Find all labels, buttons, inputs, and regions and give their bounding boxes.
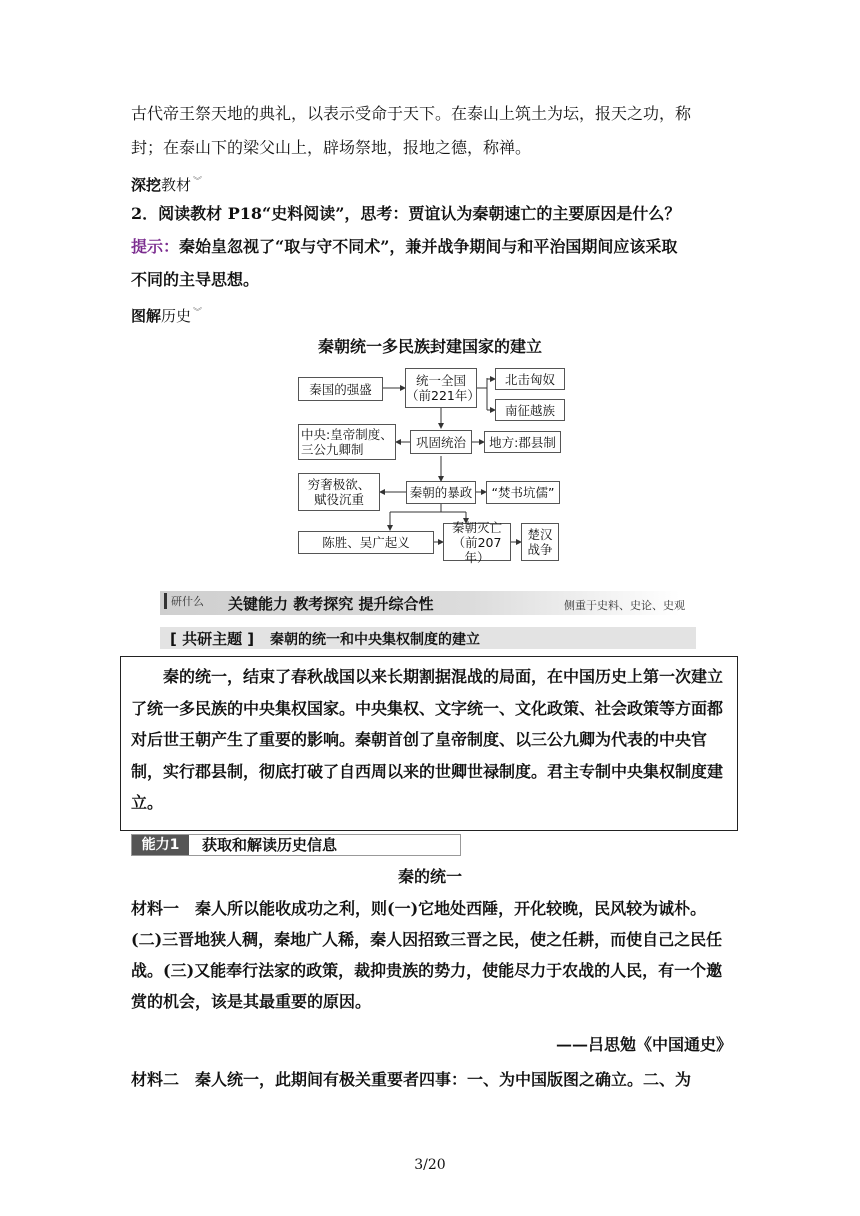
banner-title: 关键能力 教考探究 提升综合性 [228,595,434,613]
node-tyranny: 秦朝的暴政 [406,481,476,504]
material-1 [131,893,731,1017]
node-unify [405,368,480,408]
hint-line-2: 不同的主导思想。 [131,270,260,289]
node-south: 南征越族 [495,399,565,421]
topic-tag: [ 共研主题 ] [170,630,255,648]
ability-text: 获取和解读历史信息 [202,836,338,854]
node-unify-line2: （前221年） [406,388,480,403]
question-number: 2． [131,204,159,223]
topic-text: 秦朝的统一和中央集权制度的建立 [270,632,480,648]
node-central-line2: 三公九卿制 [301,442,364,457]
hint-label: 提示： [131,237,180,256]
node-chuhan [521,523,559,561]
node-luxury-line1: 穷奢极欲、 [307,477,371,492]
material-2 [131,1064,731,1095]
hint-text-1: 秦始皇忽视了“取与守不同术”，兼并战争期间与和平治国期间应该采取 [179,237,678,256]
node-fall-line1: 秦朝灭亡 [451,519,502,535]
material-1-label: 材料一 [131,899,180,918]
node-north: 北击匈奴 [495,368,565,390]
ability-bar [131,834,461,856]
node-chuhan-line2: 战争 [527,542,553,557]
material-1-text: 秦人所以能收成功之利，则(一)它地处西陲，开化较晚，民风较为诚朴。(二)三晋地狭人稠，秦地广人稀，秦人因招致三晋之民，使之任耕，而使自己之民任战。(三)又能奉行法家的政策，裁抑贵族的势力，使能尽力于农战的人民，有一个邀赏的机会，该是其最重要的原因。 [131,899,723,1011]
node-luxury-line2: 赋役沉重 [313,492,364,507]
section-diagram-rest: 历史 [161,307,192,325]
node-fall-line2: （前207年） [452,534,502,565]
subtitle: 秦的统一 [397,867,462,886]
summary-text: 秦的统一，结束了春秋战国以来长期割据混战的局面，在中国历史上第一次建立了统一多民族的中央集权国家。中央集权、文字统一、文化政策、社会政策等方面都对后世王朝产生了重要的影响。秦朝首创了皇帝制度、以三公九卿为代表的中央官制，实行郡县制，彻底打破了自西周以来的世卿世禄制度。君主专制中央集权制度建立。 [131,667,724,812]
section-deep-dig-bold: 深挖 [131,176,162,194]
banner-logo: 研什么 [164,593,204,609]
node-fall [443,519,511,565]
banner-note: 侧重于史料、史论、史观 [564,599,685,612]
node-central [298,424,396,460]
material-2-text: 秦人统一，此期间有极关重要者四事：一、为中国版图之确立。二、为 [179,1070,692,1089]
node-luxury [298,473,380,511]
node-qin-strong: 秦国的强盛 [298,377,383,401]
page-number: 3/20 [414,1157,446,1173]
node-chensheng: 陈胜、吴广起义 [298,531,434,554]
section-deep-dig-rest: 教材 [161,176,192,194]
node-burn: “焚书坑儒” [486,481,560,504]
node-unify-line1: 统一全国 [415,373,466,388]
material-2-label: 材料二 [131,1070,180,1089]
ability-tag: 能力1 [132,835,189,855]
double-chevron-icon-2: ︾ [193,308,203,318]
node-chuhan-line1: 楚汉 [527,527,553,542]
section-diagram-bold: 图解 [131,307,162,325]
section-banner [160,591,696,615]
node-local: 地方:郡县制 [484,431,561,453]
node-central-line1: 中央:皇帝制度、 [301,427,393,442]
double-chevron-icon: ︾ [193,177,203,187]
summary-box [120,656,738,831]
intro-line-2: 封；在泰山下的梁父山上，辟场祭地，报地之德，称禅。 [131,138,532,157]
intro-line-1: 古代帝王祭天地的典礼，以表示受命于天下。在泰山上筑土为坛，报天之功，称 [131,104,692,123]
question-text: 阅读教材 P18“史料阅读”，思考：贾谊认为秦朝速亡的主要原因是什么？ [158,204,681,223]
node-consolidate: 巩固统治 [410,430,472,454]
topic-bar [160,627,696,649]
source-1: ——吕思勉《中国通史》 [555,1035,732,1054]
flowchart-title: 秦朝统一多民族封建国家的建立 [317,337,542,356]
